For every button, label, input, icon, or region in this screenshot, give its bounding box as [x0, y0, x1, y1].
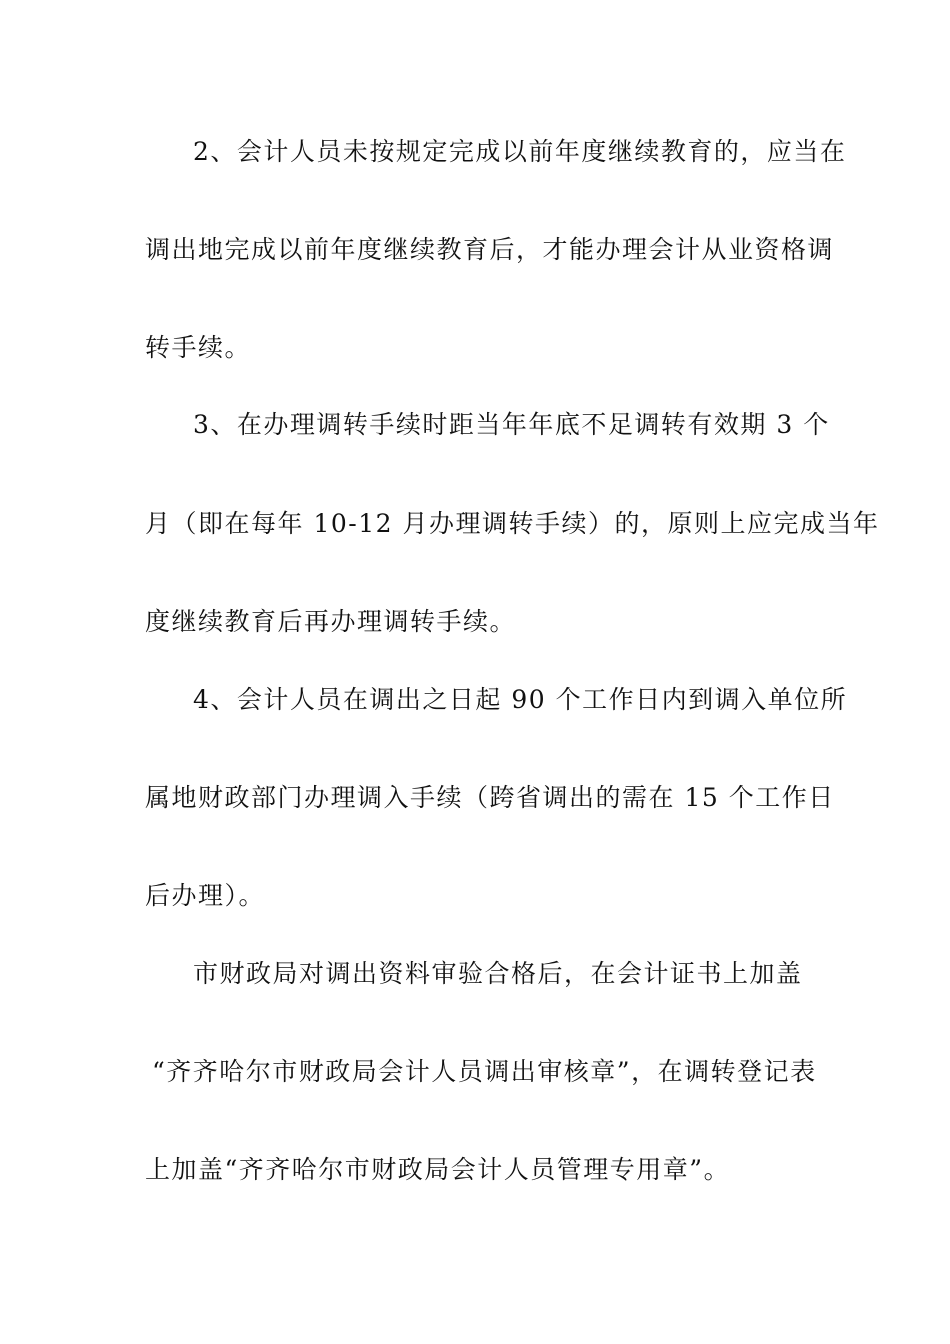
text-line: 3、在办理调转手续时距当年年底不足调转有效期 3 个: [193, 410, 830, 439]
text-line: “齐齐哈尔市财政局会计人员调出审核章”，在调转登记表: [152, 1057, 817, 1086]
text-line: 上加盖“齐齐哈尔市财政局会计人员管理专用章”。: [145, 1155, 731, 1184]
text-line: 后办理）。: [145, 881, 266, 910]
text-line: 2、会计人员未按规定完成以前年度继续教育的，应当在: [193, 137, 847, 166]
text-line: 调出地完成以前年度继续教育后，才能办理会计从业资格调: [145, 235, 835, 264]
text-line: 月（即在每年 10-12 月办理调转手续）的，原则上应完成当年: [145, 509, 880, 538]
text-line: 属地财政部门办理调入手续（跨省调出的需在 15 个工作日: [145, 783, 835, 812]
text-line: 市财政局对调出资料审验合格后，在会计证书上加盖: [193, 959, 803, 988]
text-line: 转手续。: [145, 333, 252, 362]
text-line: 度继续教育后再办理调转手续。: [145, 607, 517, 636]
text-line: 4、会计人员在调出之日起 90 个工作日内到调入单位所: [193, 685, 848, 714]
